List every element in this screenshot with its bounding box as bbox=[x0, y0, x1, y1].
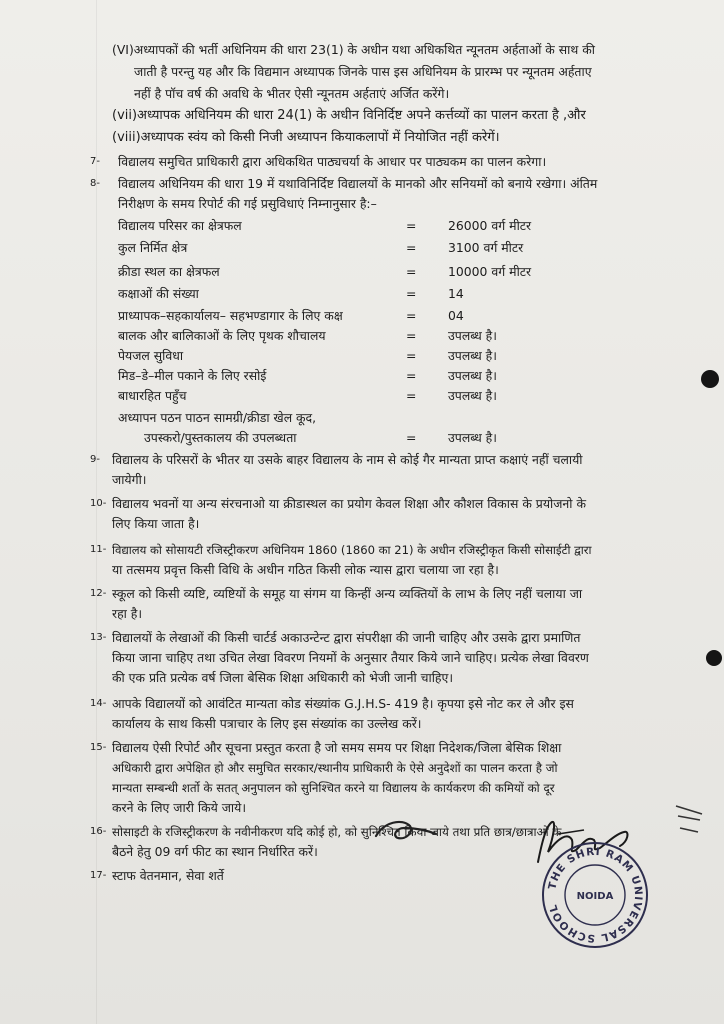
facility-label: पेयजल सुविधा bbox=[118, 348, 184, 363]
stamp-ring-text: THE SHRI RAM UNIVERSAL SCHOOL bbox=[546, 845, 645, 945]
facility-label: बाधारहित पहुँच bbox=[118, 388, 187, 403]
handwritten-mark bbox=[372, 810, 442, 852]
item-9-line-1: विद्यालय के परिसरों के भीतर या उसके बाहर विद्यालय के नाम से कोई गैर मान्यता प्राप्त कक्षाएं नहीं चलायी bbox=[112, 452, 583, 467]
item-number: 11- bbox=[90, 544, 107, 555]
item-15-line-4: करने के लिए जारी किये जाये। bbox=[112, 800, 247, 815]
item-13-line-3: की एक प्रति प्रत्येक वर्ष जिला बेसिक शिक्षा अधिकारी को भेजी जानी चाहिए। bbox=[112, 670, 454, 685]
facility-row bbox=[118, 262, 558, 282]
item-9-line-2: जायेगी। bbox=[112, 472, 147, 487]
facility-row-multiline bbox=[118, 408, 558, 428]
facility-equals: = bbox=[406, 308, 417, 323]
facility-label: बालक और बालिकाओं के लिए पृथक शौचालय bbox=[118, 328, 326, 343]
facility-equals: = bbox=[406, 264, 417, 279]
facility-row bbox=[118, 428, 558, 448]
facility-label: प्राध्यापक–सहकार्यालय– सहभण्डागार के लिए कक्ष bbox=[118, 308, 343, 323]
stamp-center-text: NOIDA bbox=[576, 891, 614, 902]
facility-row bbox=[118, 306, 558, 326]
item-8-line-2: निरीक्षण के समय रिपोर्ट की गई प्रसुविधाएं निम्नानुसार है:– bbox=[118, 196, 377, 211]
facility-row bbox=[118, 216, 558, 236]
facility-equals: = bbox=[406, 218, 417, 233]
facility-label: क्रीडा स्थल का क्षेत्रफल bbox=[118, 264, 220, 279]
item-10-line-2: लिए किया जाता है। bbox=[112, 516, 200, 531]
point-vi-line-3: नहीं है पॉच वर्ष की अवधि के भीतर ऐसी न्यूनतम अर्हताएं अर्जित करेंगे। bbox=[134, 86, 450, 101]
facility-value: उपलब्ध है। bbox=[448, 368, 497, 383]
item-15-line-3: मान्यता सम्बन्धी शर्तो के सतत् अनुपालन को सुनिश्चित करने या विद्यालय के कार्यकरण की कमियों को दूर bbox=[112, 781, 555, 795]
point-vi-line-2: जाती है परन्तु यह और कि विद्यमान अध्यापक जिनके पास इस अधिनियम के प्रारम्भ पर न्यूनतम अर्हताए bbox=[134, 64, 592, 79]
facility-equals: = bbox=[406, 348, 417, 363]
facility-label: उपस्करो/पुस्तकालय की उपलब्धता bbox=[144, 430, 297, 445]
item-14-line-1: आपके विद्यालयों को आवंटित मान्यता कोड संख्यांक G.J.H.S- 419 है। कृपया इसे नोट कर ले और इस bbox=[112, 696, 574, 711]
facility-label: अध्यापन पठन पाठन सामग्री/क्रीडा खेल कूद, bbox=[118, 410, 317, 425]
facility-value: 14 bbox=[448, 286, 464, 301]
item-number: 8- bbox=[90, 178, 100, 189]
facility-equals: = bbox=[406, 240, 417, 255]
item-number: 7- bbox=[90, 156, 100, 167]
facility-equals: = bbox=[406, 388, 417, 403]
item-13-line-2: किया जाना चाहिए तथा उचित लेखा विवरण नियमों के अनुसार तैयार किये जाने चाहिए। प्रत्येक लेखा विवरण bbox=[112, 650, 589, 665]
item-number: 12- bbox=[90, 588, 107, 599]
margin-scribble bbox=[672, 800, 706, 840]
facility-value: 04 bbox=[448, 308, 464, 323]
facility-row bbox=[118, 284, 558, 304]
item-10-line-1: विद्यालय भवनों या अन्य संरचनाओ या क्रीडास्थल का प्रयोग केवल शिक्षा और कौशल विकास के प्रयोजनो के bbox=[112, 496, 586, 511]
point-vii: (vii)अध्यापक अधिनियम की धारा 24(1) के अधीन विनिर्दिष्ट अपने कर्त्तव्यों का पालन करता है ,और bbox=[112, 108, 586, 123]
item-8-line-1: विद्यालय अधिनियम की धारा 19 में यथाविनिर्दिष्ट विद्यालयों के मानको और सनियमों को बनाये रखेगा। अंतिम bbox=[118, 176, 598, 191]
facility-equals: = bbox=[406, 328, 417, 343]
item-number: 13- bbox=[90, 632, 107, 643]
facility-label: मिड–डे–मील पकाने के लिए रसोई bbox=[118, 368, 267, 383]
facility-label: विद्यालय परिसर का क्षेत्रफल bbox=[118, 218, 242, 233]
facility-value: 26000 वर्ग मीटर bbox=[448, 218, 532, 233]
item-15-line-2: अधिकारी द्वारा अपेक्षित हो और समुचित सरकार/स्थानीय प्राधिकारी के ऐसे अनुदेशों का पालन करता है जो bbox=[112, 761, 558, 775]
item-17-line-1: स्टाफ वेतनमान, सेवा शर्ते bbox=[112, 868, 224, 883]
item-11-line-1: विद्यालय को सोसायटी रजिस्ट्रीकरण अधिनियम 1860 (1860 का 21) के अधीन रजिस्ट्रीकृत किसी सोसाईटी द्वारा bbox=[112, 543, 592, 557]
facility-row bbox=[118, 238, 558, 258]
point-viii: (viii)अध्यापक स्वंय को किसी निजी अध्यापन कियाकलापों में नियोजित नहीं करेगें। bbox=[112, 130, 500, 145]
facility-value: उपलब्ध है। bbox=[448, 328, 497, 343]
item-number: 10- bbox=[90, 498, 107, 509]
item-number: 9- bbox=[90, 454, 100, 465]
facility-equals: = bbox=[406, 286, 417, 301]
item-11-line-2: या तत्समय प्रवृत्त किसी विधि के अधीन गठित किसी लोक न्यास द्वारा चलाया जा रहा है। bbox=[112, 562, 499, 577]
item-number: 14- bbox=[90, 698, 107, 709]
item-16-line-1: सोसाइटी के रजिस्ट्रीकरण के नवीनीकरण यदि कोई हो, को सुनिश्चित किया जाये तथा प्रति छात्र/छात्राओं के bbox=[112, 825, 562, 839]
punch-hole-mark bbox=[701, 370, 719, 388]
item-16-line-2: बैठने हेतु 09 वर्ग फीट का स्थान निर्धारित करें। bbox=[112, 844, 318, 859]
facility-equals: = bbox=[406, 368, 417, 383]
point-vi-line-1: (VI)अध्यापकों की भर्ती अधिनियम की धारा 23(1) के अधीन यथा अधिकथित न्यूनतम अर्हताओं के साथ की bbox=[112, 42, 595, 57]
item-number: 16- bbox=[90, 826, 107, 837]
facility-row bbox=[118, 346, 558, 366]
item-7-line-1: विद्यालय समुचित प्राधिकारी द्वारा अधिकथित पाठ्यचर्या के आधार पर पाठ्यकम का पालन करेगा। bbox=[118, 154, 547, 169]
punch-hole-mark bbox=[706, 650, 722, 666]
facility-row bbox=[118, 366, 558, 386]
item-number: 15- bbox=[90, 742, 107, 753]
facility-row bbox=[118, 386, 558, 406]
school-stamp bbox=[540, 840, 650, 950]
facility-value: 10000 वर्ग मीटर bbox=[448, 264, 532, 279]
facility-value: उपलब्ध है। bbox=[448, 388, 497, 403]
item-14-line-2: कार्यालय के साथ किसी पत्राचार के लिए इस संख्यांक का उल्लेख करें। bbox=[112, 716, 422, 731]
facility-value: उपलब्ध है। bbox=[448, 348, 497, 363]
facility-label: कुल निर्मित क्षेत्र bbox=[118, 240, 188, 255]
item-15-line-1: विद्यालय ऐसी रिपोर्ट और सूचना प्रस्तुत करता है जो समय समय पर शिक्षा निदेशक/जिला बेसिक शिक्षा bbox=[112, 740, 562, 755]
item-number: 17- bbox=[90, 870, 107, 881]
item-12-line-1: स्कूल को किसी व्यष्टि, व्यष्टियों के समूह या संगम या किन्हीं अन्य व्यक्तियों के लाभ के लिए नहीं चलाया जा bbox=[112, 586, 583, 601]
facility-label: कक्षाओं की संख्या bbox=[118, 286, 199, 301]
facility-value: 3100 वर्ग मीटर bbox=[448, 240, 524, 255]
item-12-line-2: रहा है। bbox=[112, 606, 143, 621]
facility-row bbox=[118, 326, 558, 346]
item-13-line-1: विद्यालयों के लेखाओं की किसी चार्टर्ड अकाउन्टेन्ट द्वारा संपरीक्षा की जानी चाहिए और उसके द्वारा प्रमाणित bbox=[112, 630, 581, 645]
facility-value: उपलब्ध है। bbox=[448, 430, 497, 445]
facility-equals: = bbox=[406, 430, 417, 445]
